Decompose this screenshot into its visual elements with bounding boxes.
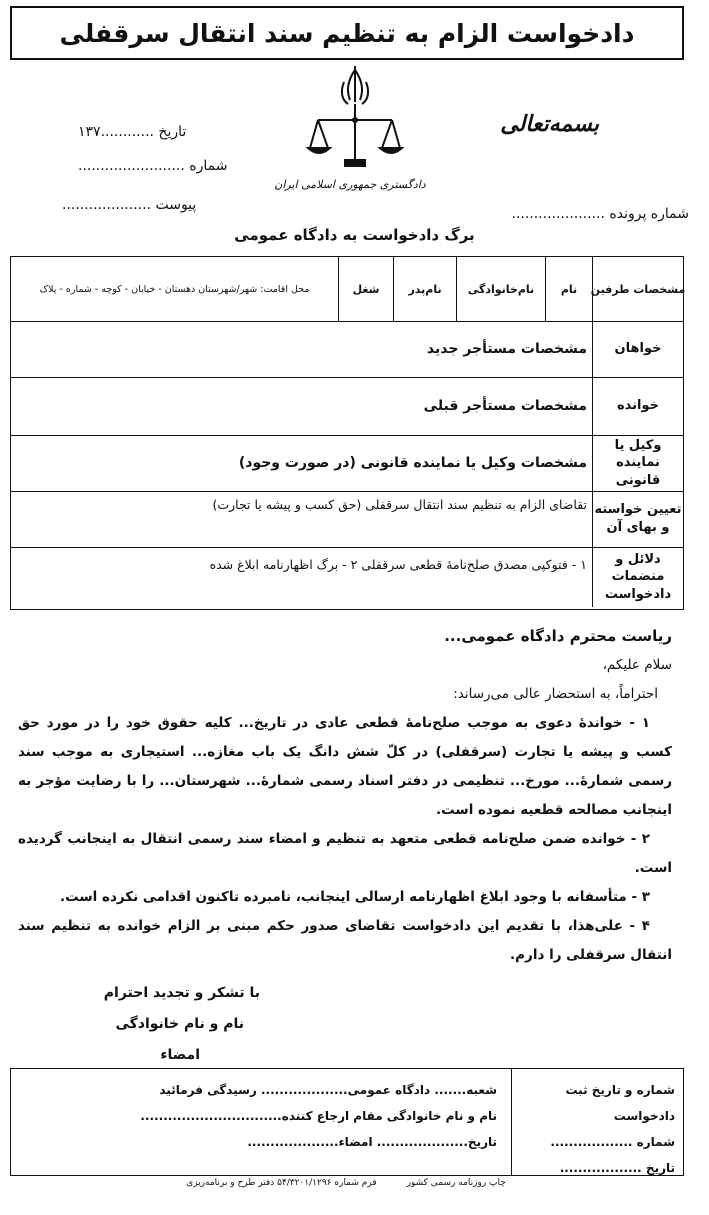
name-line: نام و نام خانوادگی bbox=[115, 1016, 244, 1032]
signature-label: امضاء bbox=[160, 1047, 200, 1063]
date-value[interactable]: ۱۳۷ bbox=[78, 124, 101, 140]
col-first-name: نام bbox=[545, 257, 592, 321]
attorney-value[interactable]: مشخصات وکیل یا نماینده قانونی (در صورت وجود) bbox=[238, 455, 587, 471]
letter-paragraph-3: ۳ - متأسفانه با وجود ابلاغ اظهارنامه ارسالی اینجانب، نامبرده تاکنون اقدامی نکرده است. bbox=[59, 889, 650, 905]
date-line: تاریخ ............۱۳۷ bbox=[78, 124, 187, 140]
form-title bbox=[10, 6, 684, 60]
plaintiff-label: خواهان bbox=[592, 321, 683, 377]
print-footer bbox=[10, 1178, 682, 1194]
parties-table bbox=[10, 256, 684, 610]
reg-date-label: تاریخ bbox=[645, 1161, 675, 1175]
number-label: شماره bbox=[189, 158, 228, 174]
evidence-label: دلائل و منضمات دادخواست bbox=[592, 547, 683, 607]
form-title-text: دادخواست الزام به تنظیم سند انتقال سرقفلی bbox=[59, 18, 635, 48]
letter-paragraph-4: ۴ - علی‌هذا، با تقدیم این دادخواست تقاضای صدور حکم مبنی بر الزام خوانده به تنظیم سند انتقال سرقفلی را دارم. bbox=[18, 918, 672, 963]
signoff-block bbox=[60, 978, 260, 1071]
attachment-label: پیوست bbox=[155, 197, 197, 213]
referral-sign-label: امضاء bbox=[338, 1135, 373, 1149]
form-number-label: فرم شماره ۵۴/۳۲۰۱/۱۲۹۶ دفتر طرح و برنامه‌ریزی bbox=[186, 1178, 377, 1188]
branch-label: شعبه bbox=[466, 1083, 497, 1097]
table-row bbox=[11, 435, 683, 492]
attorney-label: وکیل یا نماینده قانونی bbox=[592, 435, 683, 491]
number-line: شماره ........................ bbox=[78, 158, 228, 174]
court-label: دادگاه عمومی bbox=[347, 1083, 431, 1097]
file-number-label: شماره پرونده bbox=[609, 206, 689, 222]
printer-label: چاپ روزنامه رسمی کشور bbox=[406, 1178, 506, 1188]
basmala: بسمه‌تعالی bbox=[500, 112, 599, 137]
table-row bbox=[11, 377, 683, 436]
referrer-label: نام و نام خانوادگی مقام ارجاع کننده bbox=[281, 1109, 497, 1123]
col-father-name: نام‌پدر bbox=[393, 257, 456, 321]
letter-salutation: ریاست محترم دادگاه عمومی... bbox=[444, 627, 672, 645]
col-residence: محل اقامت: شهر/شهرستان دهستان - خیابان - کوچه - شماره - پلاک bbox=[39, 283, 310, 295]
registration-number-column: شماره و تاریخ ثبت دادخواست شماره .................. تاریخ .................. bbox=[511, 1069, 683, 1175]
form-heading: برگ دادخواست به دادگاه عمومی bbox=[234, 226, 475, 244]
letter-greeting: سلام علیکم، bbox=[602, 657, 672, 673]
handle-label: رسیدگی فرمائید bbox=[159, 1083, 257, 1097]
table-header-row bbox=[11, 257, 686, 322]
table-row bbox=[11, 547, 683, 607]
plaintiff-value[interactable]: مشخصات مستأجر جدید bbox=[426, 341, 587, 357]
court-caption: دادگستری جمهوری اسلامی ایران bbox=[274, 178, 426, 191]
table-row bbox=[11, 491, 683, 548]
letter-paragraph-2: ۲ - خوانده ضمن صلح‌نامه قطعی متعهد به تنظیم و امضاء سند رسمی انتقال به اینجانب گردیده است. bbox=[18, 831, 672, 876]
reg-heading: شماره و تاریخ ثبت دادخواست bbox=[565, 1083, 675, 1123]
letter-intro: احتراماً، به استحضار عالی می‌رساند: bbox=[453, 686, 658, 702]
claim-label: تعیین خواسته و بهای آن bbox=[592, 491, 683, 547]
table-row bbox=[11, 321, 683, 378]
file-number-line: شماره پرونده ..................... bbox=[511, 206, 689, 222]
referral-column: شعبه....... دادگاه عمومی................... رسیدگی فرمائید نام و نام خانوادگی مقام ارجاع کننده............................... تاریخ.................... امضاء.................... bbox=[140, 1083, 497, 1149]
date-label: تاریخ bbox=[158, 124, 187, 140]
reg-number-label: شماره bbox=[636, 1135, 675, 1149]
referral-date-label: تاریخ bbox=[467, 1135, 497, 1149]
claim-value[interactable]: تقاضای الزام به تنظیم سند انتقال سرقفلی (حق کسب و پیشه یا تجارت) bbox=[212, 497, 587, 512]
col-parties: مشخصات طرفین bbox=[592, 257, 683, 321]
defendant-value[interactable]: مشخصات مستأجر قبلی bbox=[423, 398, 587, 414]
defendant-label: خوانده bbox=[592, 377, 683, 435]
evidence-value[interactable]: ۱ - فتوکپی مصدق صلح‌نامهٔ قطعی سرقفلی ۲ - برگ اظهارنامه ابلاغ شده bbox=[209, 557, 587, 572]
col-last-name: نام‌خانوادگی bbox=[456, 257, 545, 321]
attachment-line: پیوست .................... bbox=[62, 197, 197, 213]
closing-text: با تشکر و تجدید احترام bbox=[103, 985, 260, 1001]
col-occupation: شغل bbox=[338, 257, 393, 321]
letter-paragraph-1: ۱ - خواندهٔ دعوی به موجب صلح‌نامهٔ قطعی عادی در تاریخ... کلیه حقوق خود را در مورد حق کسب و پیشه یا تجارت (سرقفلی) در کلّ شش دانگ یک باب مغازه... استیجاری به موجب سند رسمی شمارهٔ... مورخ... تنظیمی در دفتر اسناد رسمی شمارهٔ... شهرستان... را با رضایت مؤجر به اینجانب مصالحه قطعیه نموده است. bbox=[18, 715, 672, 818]
registration-box bbox=[10, 1068, 684, 1176]
